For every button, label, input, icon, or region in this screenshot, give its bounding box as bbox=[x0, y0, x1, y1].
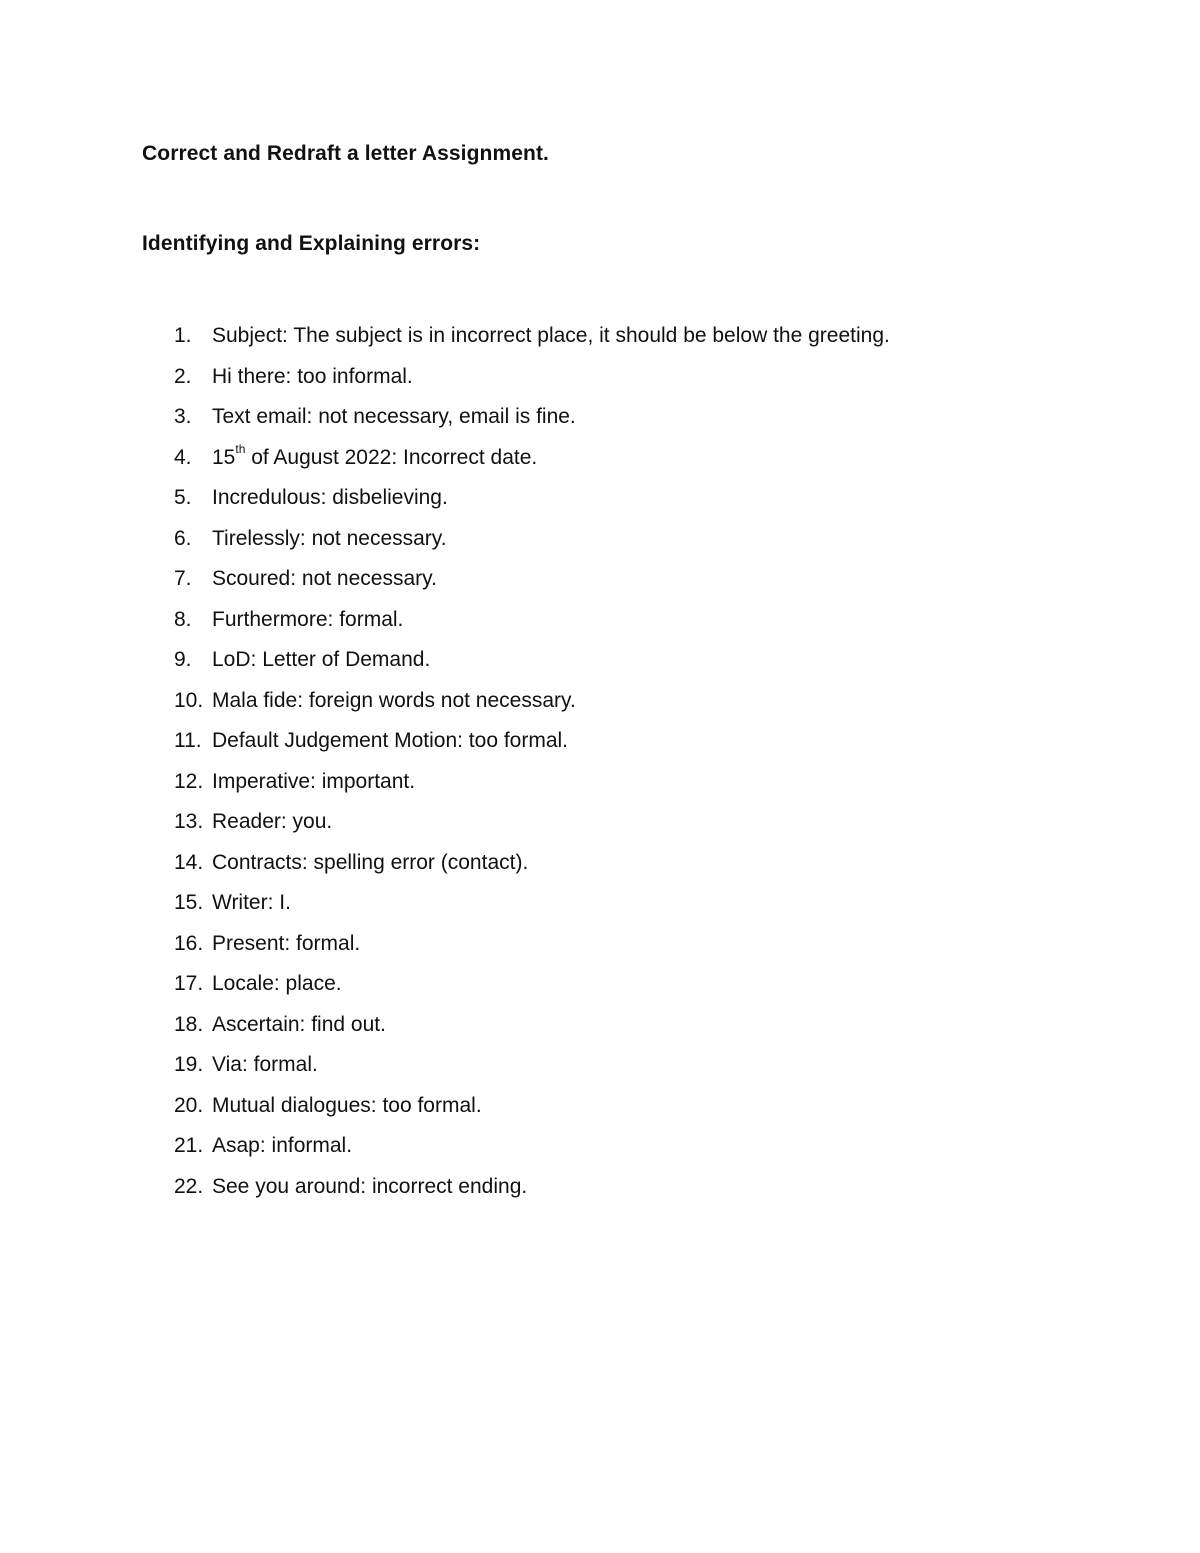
list-item-number: 11. bbox=[174, 729, 202, 752]
list-item-text: LoD: Letter of Demand. bbox=[212, 648, 431, 671]
list-item-text: Contracts: spelling error (contact). bbox=[212, 850, 529, 874]
list-item-text: Via: formal. bbox=[212, 1053, 318, 1076]
list-item-number: 15. bbox=[174, 891, 204, 914]
list-item-text: Incredulous: disbelieving. bbox=[212, 486, 448, 509]
list-item-number: 13. bbox=[174, 810, 204, 833]
list-item-number: 22. bbox=[174, 1174, 204, 1198]
list-item-text bbox=[212, 441, 538, 472]
list-item-text: Default Judgement Motion: too formal. bbox=[212, 729, 569, 752]
list-item-number: 12. bbox=[174, 769, 204, 793]
list-item-number: 5. bbox=[174, 486, 192, 509]
list-item-text: Subject: The subject is in incorrect place, it should be below the greeting. bbox=[212, 324, 890, 347]
list-item-text: Mutual dialogues: too formal. bbox=[212, 1093, 482, 1117]
list-item-text: Furthermore: formal. bbox=[212, 607, 404, 631]
list-item-number: 7. bbox=[174, 567, 192, 590]
list-item-number: 6. bbox=[174, 526, 192, 550]
list-item-text: See you around: incorrect ending. bbox=[212, 1174, 528, 1198]
list-item-number: 3. bbox=[174, 405, 192, 428]
list-item-text: Locale: place. bbox=[212, 972, 342, 995]
list-item-text: Scoured: not necessary. bbox=[212, 567, 437, 590]
list-item-text: Writer: I. bbox=[212, 891, 291, 914]
list-item-number: 20. bbox=[174, 1093, 204, 1117]
document-title: Correct and Redraft a letter Assignment. bbox=[142, 142, 549, 165]
list-item-text: Imperative: important. bbox=[212, 769, 416, 793]
list-item-text: Present: formal. bbox=[212, 931, 361, 955]
list-item-number: 4. bbox=[174, 445, 192, 469]
list-item-number: 2. bbox=[174, 364, 192, 388]
list-item-number: 1. bbox=[174, 324, 192, 347]
list-item-text: Text email: not necessary, email is fine. bbox=[212, 405, 576, 428]
section-heading: Identifying and Explaining errors: bbox=[142, 232, 481, 255]
list-item-number: 18. bbox=[174, 1012, 204, 1036]
list-item-text: Hi there: too informal. bbox=[212, 364, 413, 388]
date-rest: of August 2022: Incorrect date. bbox=[245, 445, 538, 469]
list-item-text: Reader: you. bbox=[212, 810, 333, 833]
list-item-number: 19. bbox=[174, 1053, 204, 1076]
list-item-number: 14. bbox=[174, 850, 204, 874]
list-item-text: Tirelessly: not necessary. bbox=[212, 526, 447, 550]
date-day: 15 bbox=[212, 445, 236, 469]
list-item-number: 10. bbox=[174, 688, 204, 712]
list-item-number: 21. bbox=[174, 1134, 204, 1157]
list-item-text: Ascertain: find out. bbox=[212, 1012, 386, 1036]
list-item-text: Mala fide: foreign words not necessary. bbox=[212, 688, 576, 712]
list-item-number: 16. bbox=[174, 931, 204, 955]
date-ordinal-suffix: th bbox=[235, 441, 246, 456]
list-item-number: 17. bbox=[174, 972, 204, 995]
list-item-text: Asap: informal. bbox=[212, 1134, 353, 1157]
list-item-number: 9. bbox=[174, 648, 192, 671]
list-item-number: 8. bbox=[174, 607, 192, 631]
